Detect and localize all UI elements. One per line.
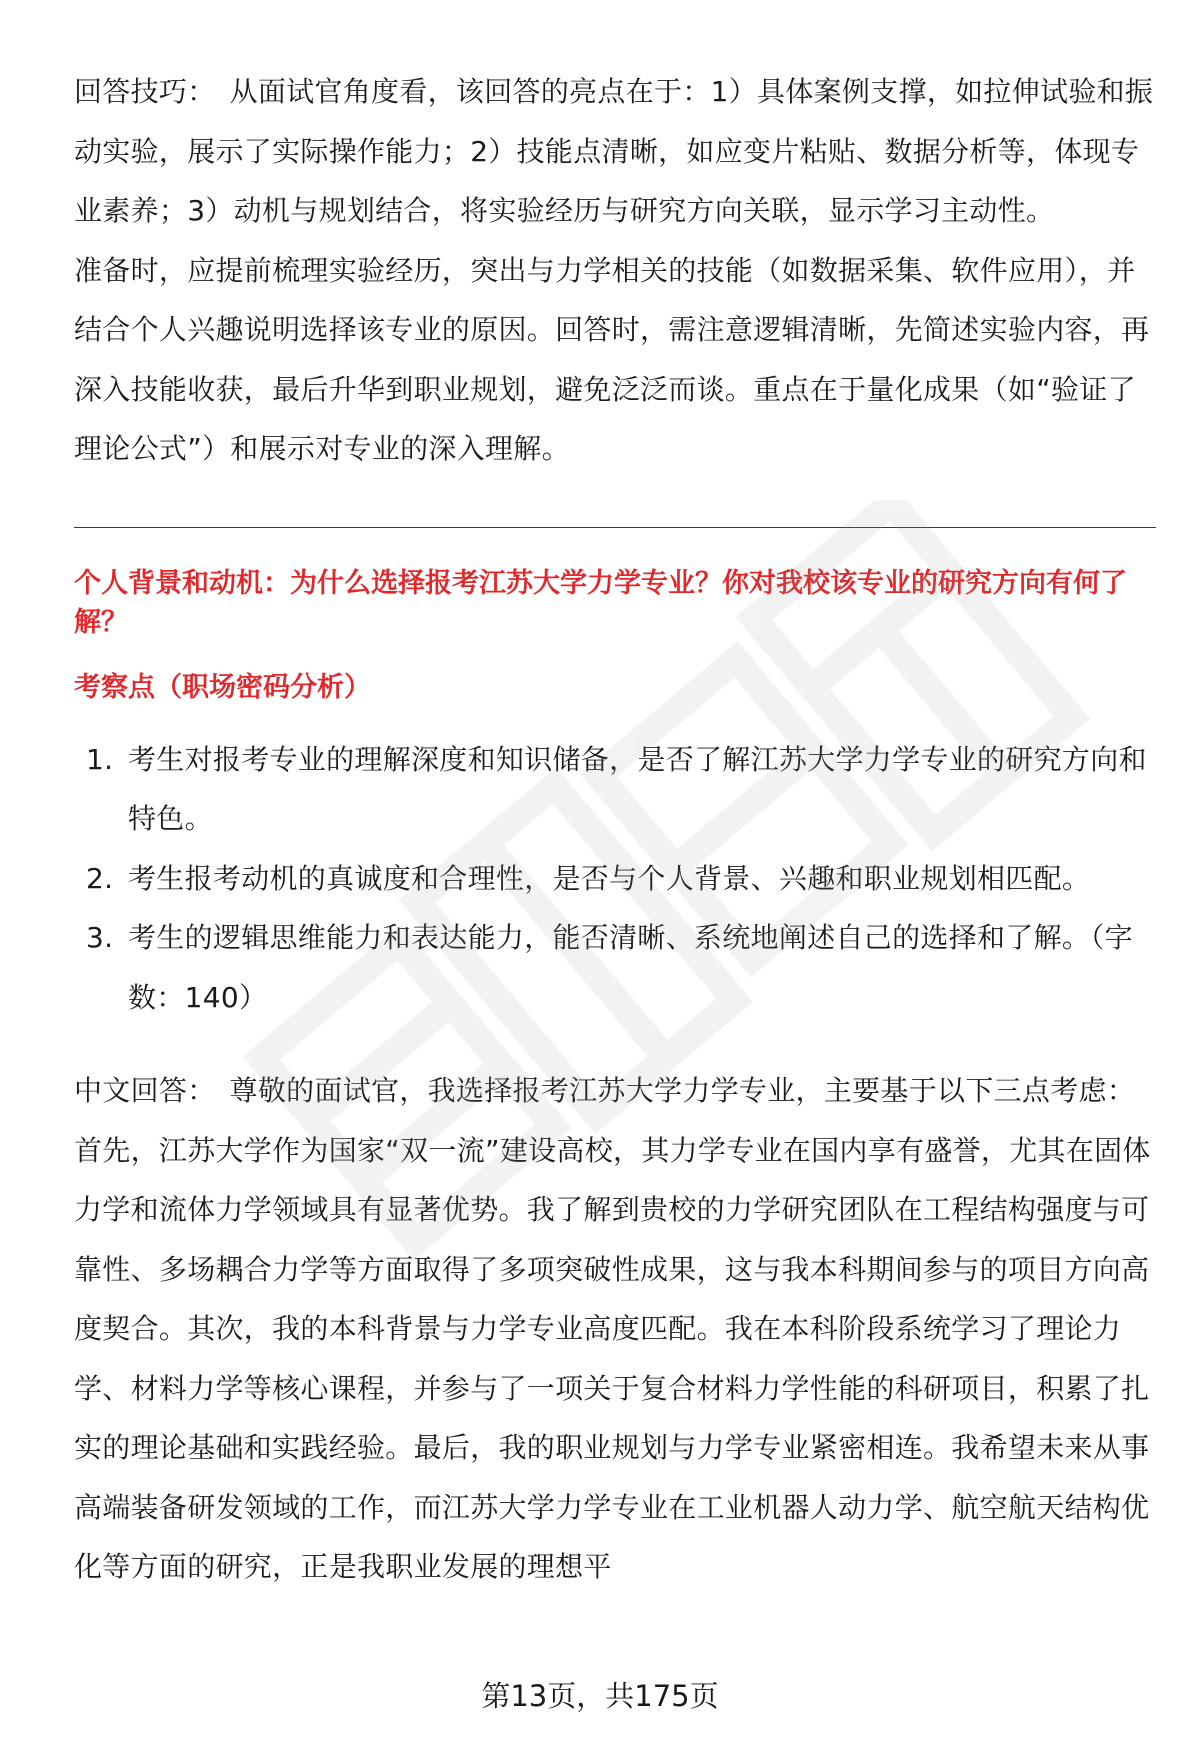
section-divider <box>74 527 1156 528</box>
list-item-text: 考生报考动机的真诚度和合理性，是否与个人背景、兴趣和职业规划相匹配。 <box>128 861 1091 895</box>
list-item-text: 考生对报考专业的理解深度和知识储备，是否了解江苏大学力学专业的研究方向和特色。 <box>128 742 1147 835</box>
question-title: 个人背景和动机：为什么选择报考江苏大学力学专业？你对我校该专业的研究方向有何了解？ <box>74 567 1127 638</box>
list-item <box>74 908 1156 1027</box>
answer-text: 尊敬的面试官，我选择报考江苏大学力学专业，主要基于以下三点考虑：首先，江苏大学作为国家“双一流”建设高校，其力学专业在国内享有盛誉，尤其在固体力学和流体力学领域具有显著优势。我了解到贵校的力学研究团队在工程结构强度与可靠性、多场耦合力学等方面取得了多项突破性成果，这与我本科期间参与的项目方向高度契合。其次，我的本科背景与力学专业高度匹配。我在本科阶段系统学习了理论力学、材料力学等核心课程，并参与了一项关于复合材料力学性能的科研项目，积累了扎实的理论基础和实践经验。最后，我的职业规划与力学专业紧密相连。我希望未来从事高端装备研发领域的工作，而江苏大学力学专业在工业机器人动力学、航空航天结构优化等方面的研究，正是我职业发展的理想平 <box>74 1074 1151 1583</box>
list-item-text: 考生的逻辑思维能力和表达能力，能否清晰、系统地阐述自己的选择和了解。（字数：140） <box>128 921 1133 1014</box>
tips-paragraph <box>74 62 1156 241</box>
tips-text: 从面试官角度看，该回答的亮点在于：1）具体案例支撑，如拉伸试验和振动实验，展示了实际操作能力；2）技能点清晰，如应变片粘贴、数据分析等，体现专业素养；3）动机与规划结合，将实验经历与研究方向关联，显示学习主动性。 <box>74 75 1154 227</box>
prep-paragraph: 准备时，应提前梳理实验经历，突出与力学相关的技能（如数据采集、软件应用），并结合个人兴趣说明选择该专业的原因。回答时，需注意逻辑清晰，先简述实验内容，再深入技能收获，最后升华到职业规划，避免泛泛而谈。重点在于量化成果（如“验证了理论公式”）和展示对专业的深入理解。 <box>74 253 1150 465</box>
list-item <box>74 730 1156 849</box>
answer-label: 中文回答： <box>74 1074 216 1107</box>
assessment-points-list <box>74 730 1156 1028</box>
answer-paragraph <box>74 1061 1156 1597</box>
list-item-number: 2. <box>86 861 114 895</box>
page-number-footer: 第13页，共175页 <box>481 1679 719 1713</box>
assessment-subhead: 考察点（职场密码分析） <box>74 671 371 703</box>
list-item-number: 3. <box>86 921 114 954</box>
list-item <box>74 849 1156 909</box>
list-item-number: 1. <box>86 742 114 776</box>
document-page <box>74 62 1156 1597</box>
tips-label: 回答技巧： <box>74 75 216 108</box>
